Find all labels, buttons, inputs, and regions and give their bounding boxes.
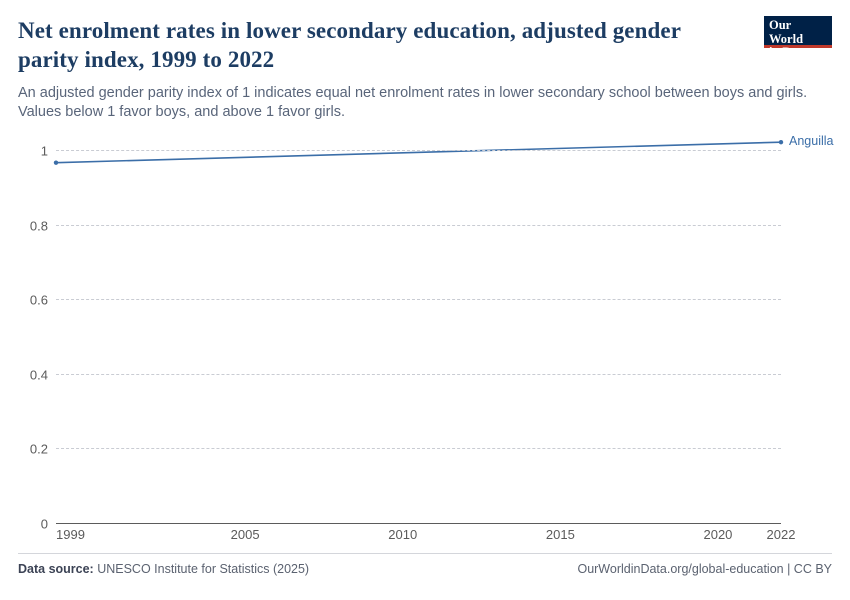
x-axis-tick-label: 2022 — [766, 527, 796, 542]
gridline — [29, 218, 781, 234]
gridline — [29, 441, 781, 457]
x-axis-tick-label: 2010 — [388, 527, 418, 542]
series-line-layer — [56, 128, 781, 523]
x-axis-tick-label: 2005 — [230, 527, 260, 542]
gridline — [29, 292, 781, 308]
y-axis-tick-label: 0 — [40, 516, 48, 532]
attribution[interactable]: OurWorldinData.org/global-education | CC BY — [577, 562, 832, 576]
y-axis-tick-label: 1 — [40, 143, 48, 159]
x-axis-tick-label: 1999 — [56, 527, 85, 542]
series-line[interactable] — [56, 142, 781, 162]
owid-logo-line-1: Our World — [769, 18, 804, 46]
data-source-label: Data source: — [18, 562, 94, 576]
chart-subtitle: An adjusted gender parity index of 1 indicates equal net enrolment rates in lower secondary school between boys and girls. Values below 1 favor boys, and above 1 favor girls. — [18, 85, 808, 120]
y-axis-tick-label: 0.2 — [29, 441, 48, 457]
y-axis-tick-label: 0.6 — [29, 292, 48, 308]
page-title: Net enrolment rates in lower secondary education, adjusted gender parity index, 1999 to 2022 — [18, 18, 681, 72]
series-end-point[interactable] — [779, 140, 783, 144]
owid-logo[interactable] — [764, 16, 832, 59]
chart-footer — [18, 553, 832, 590]
x-axis-tick-label: 2015 — [545, 527, 575, 542]
plot-region — [29, 128, 781, 532]
gridline — [40, 143, 781, 159]
x-axis-tick-label: 2020 — [703, 527, 733, 542]
chart-header — [18, 16, 832, 122]
data-source-value: UNESCO Institute for Statistics (2025) — [93, 562, 310, 576]
series-label-anguilla[interactable]: Anguilla — [789, 134, 834, 149]
gridline — [29, 367, 781, 383]
series-start-point[interactable] — [54, 160, 58, 164]
y-axis-tick-label: 0.4 — [29, 367, 48, 383]
chart-area — [18, 118, 832, 548]
y-axis-tick-label: 0.8 — [29, 218, 48, 234]
data-source — [18, 562, 309, 576]
x-axis — [56, 523, 796, 547]
owid-logo-line-2: in Data — [769, 45, 809, 59]
